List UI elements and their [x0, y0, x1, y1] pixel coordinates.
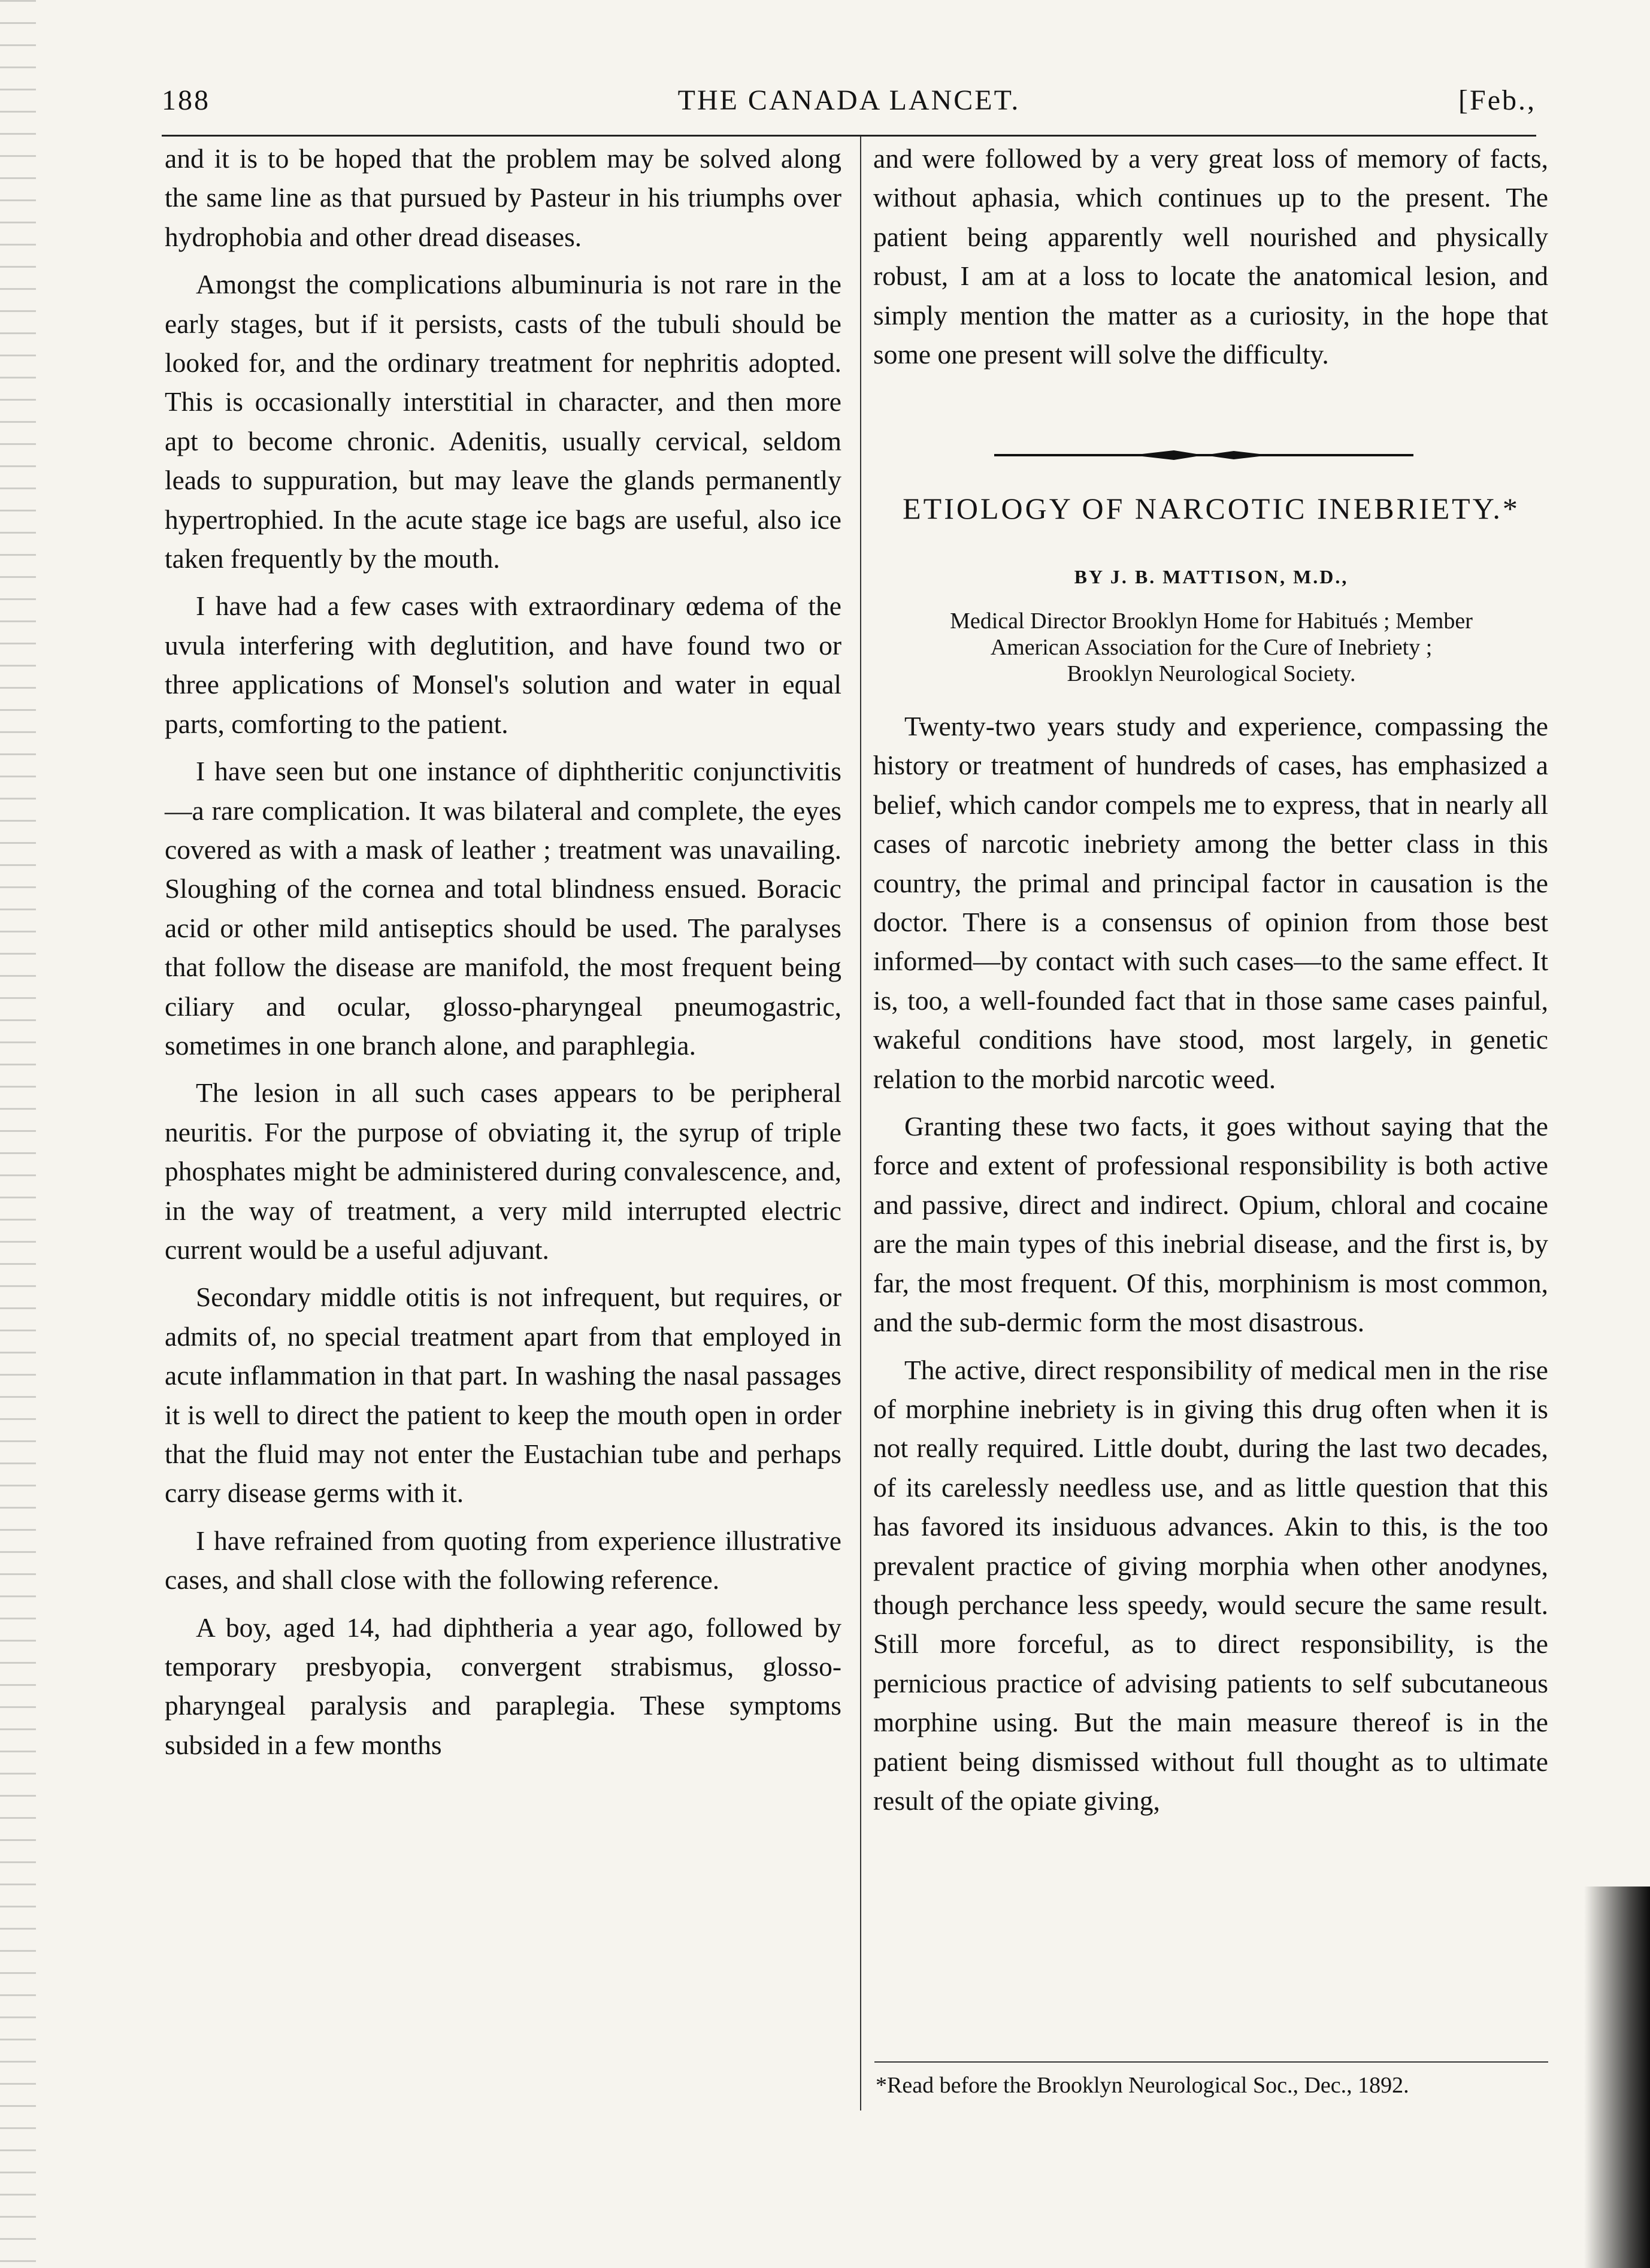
right-column-top [873, 139, 1548, 382]
paragraph: Granting these two facts, it goes without saying that the force and extent of professional responsibility is both active and passive, direct and indirect. Opium, chloral and cocaine are the main types of this inebrial disease, and the first is, by far, the most frequent. Of this, morphinism is most common, and the sub-dermic form the most disastrous. [873, 1111, 1548, 1338]
scan-edge-right [1584, 1887, 1650, 2268]
journal-title: THE CANADA LANCET. [677, 84, 1021, 116]
footnote-rule [874, 2061, 1548, 2063]
paragraph: I have seen but one instance of diphtheritic conjunctivitis—a rare complication. It was bilateral and complete, the eyes covered as with a mask of leather ; treatment was unavailing. Sloughing of the cornea and total blindness ensued. Boracic acid or other mild antiseptics should be used. The paralyses that follow the disease are manifold, the most frequent being ciliary and ocular, glosso-pharyngeal pneumogastric, sometimes in one branch alone, and paraphlegia. [165, 756, 841, 1061]
affiliation-line: Brooklyn Neurological Society. [1067, 661, 1356, 686]
paragraph: A boy, aged 14, had diphtheria a year ago, followed by temporary presbyopia, convergent strabismus, glosso-pharyngeal paralysis and paraplegia. These symptoms subsided in a few months [165, 1612, 841, 1760]
article-title: ETIOLOGY OF NARCOTIC INEBRIETY.* [903, 492, 1520, 525]
left-column [165, 139, 841, 1773]
article-byline: BY J. B. MATTISON, M.D., [1074, 566, 1349, 588]
paragraph: I have refrained from quoting from experience illustrative cases, and shall close with the following reference. [165, 1525, 841, 1595]
paragraph: Amongst the complications albuminuria is not rare in the early stages, but if it persists, casts of the tubuli should be looked for, and the ordinary treatment for nephritis adopted. This is occasionally interstitial in character, and then more apt to become chronic. Adenitis, usually cervical, seldom leads to suppuration, but may leave the glands permanently hypertrophied. In the acute stage ice bags are useful, also ice taken frequently by the mouth. [165, 269, 841, 574]
column-divider [860, 137, 861, 2110]
paragraph: The active, direct responsibility of medical men in the rise of morphine inebriety is in giving this drug often when it is not really required. Little doubt, during the last two decades, of its carelessly needless use, and as little question that this has favored its insiduous advances. Akin to this, is the too prevalent practice of giving morphia when other anodynes, though perchance less speedy, would secure the same result. Still more forceful, as to direct responsibility, is the pernicious practice of advising patients to self subcutaneous morphine using. But the main measure thereof is in the patient being dismissed without full thought as to ultimate result of the opiate giving, [873, 1354, 1548, 1816]
ornament-divider-icon [994, 443, 1413, 467]
affiliation-line: Medical Director Brooklyn Home for Habitués ; Member [950, 608, 1473, 634]
footnote: *Read before the Brooklyn Neurological Soc., Dec., 1892. [876, 2073, 1409, 2098]
paragraph: Twenty-two years study and experience, compassing the history or treatment of hundreds of cases, has emphasized a belief, which candor compels me to express, that in nearly all cases of narcotic inebriety among the better class in this country, the primal and principal factor in causation is the doctor. There is a consensus of opinion from those best informed—by contact with such cases—to the same effect. It is, too, a well-founded fact that in those same cases painful, wakeful conditions have stood, most largely, in genetic relation to the morbid narcotic weed. [873, 711, 1548, 1094]
paragraph: I have had a few cases with extraordinary œdema of the uvula interfering with deglutition, and have found two or three applications of Monsel's solution and water in equal parts, comforting to the patient. [165, 591, 841, 739]
page-number: 188 [162, 84, 210, 116]
issue-month: [Feb., [1458, 84, 1536, 116]
running-head [162, 84, 1536, 132]
paragraph: Secondary middle otitis is not infrequent, but requires, or admits of, no special treatment apart from that employed in acute inflammation in that part. In washing the nasal passages it is well to direct the patient to keep the mouth open in order that the fluid may not enter the Eustachian tube and perhaps carry disease germs with it. [165, 1282, 841, 1509]
header-rule [162, 135, 1536, 137]
article-body [873, 707, 1548, 1828]
paragraph: The lesion in all such cases appears to be peripheral neuritis. For the purpose of obviating it, the syrup of triple phosphates might be administered during convalescence, and, in the way of treatment, a very mild interrupted electric current would be a useful adjuvant. [165, 1077, 841, 1265]
paragraph: and it is to be hoped that the problem may be solved along the same line as that pursued by Pasteur in his triumphs over hydrophobia and other dread diseases. [165, 143, 841, 252]
scan-edge-left [0, 0, 36, 2268]
affiliation-line: American Association for the Cure of Inebriety ; [990, 635, 1433, 660]
paragraph: and were followed by a very great loss of memory of facts, without aphasia, which continues up to the present. The patient being apparently well nourished and physically robust, I am at a loss to locate the anatomical lesion, and simply mention the matter as a curiosity, in the hope that some one present will solve the difficulty. [873, 143, 1548, 370]
author-affiliation [874, 608, 1548, 687]
